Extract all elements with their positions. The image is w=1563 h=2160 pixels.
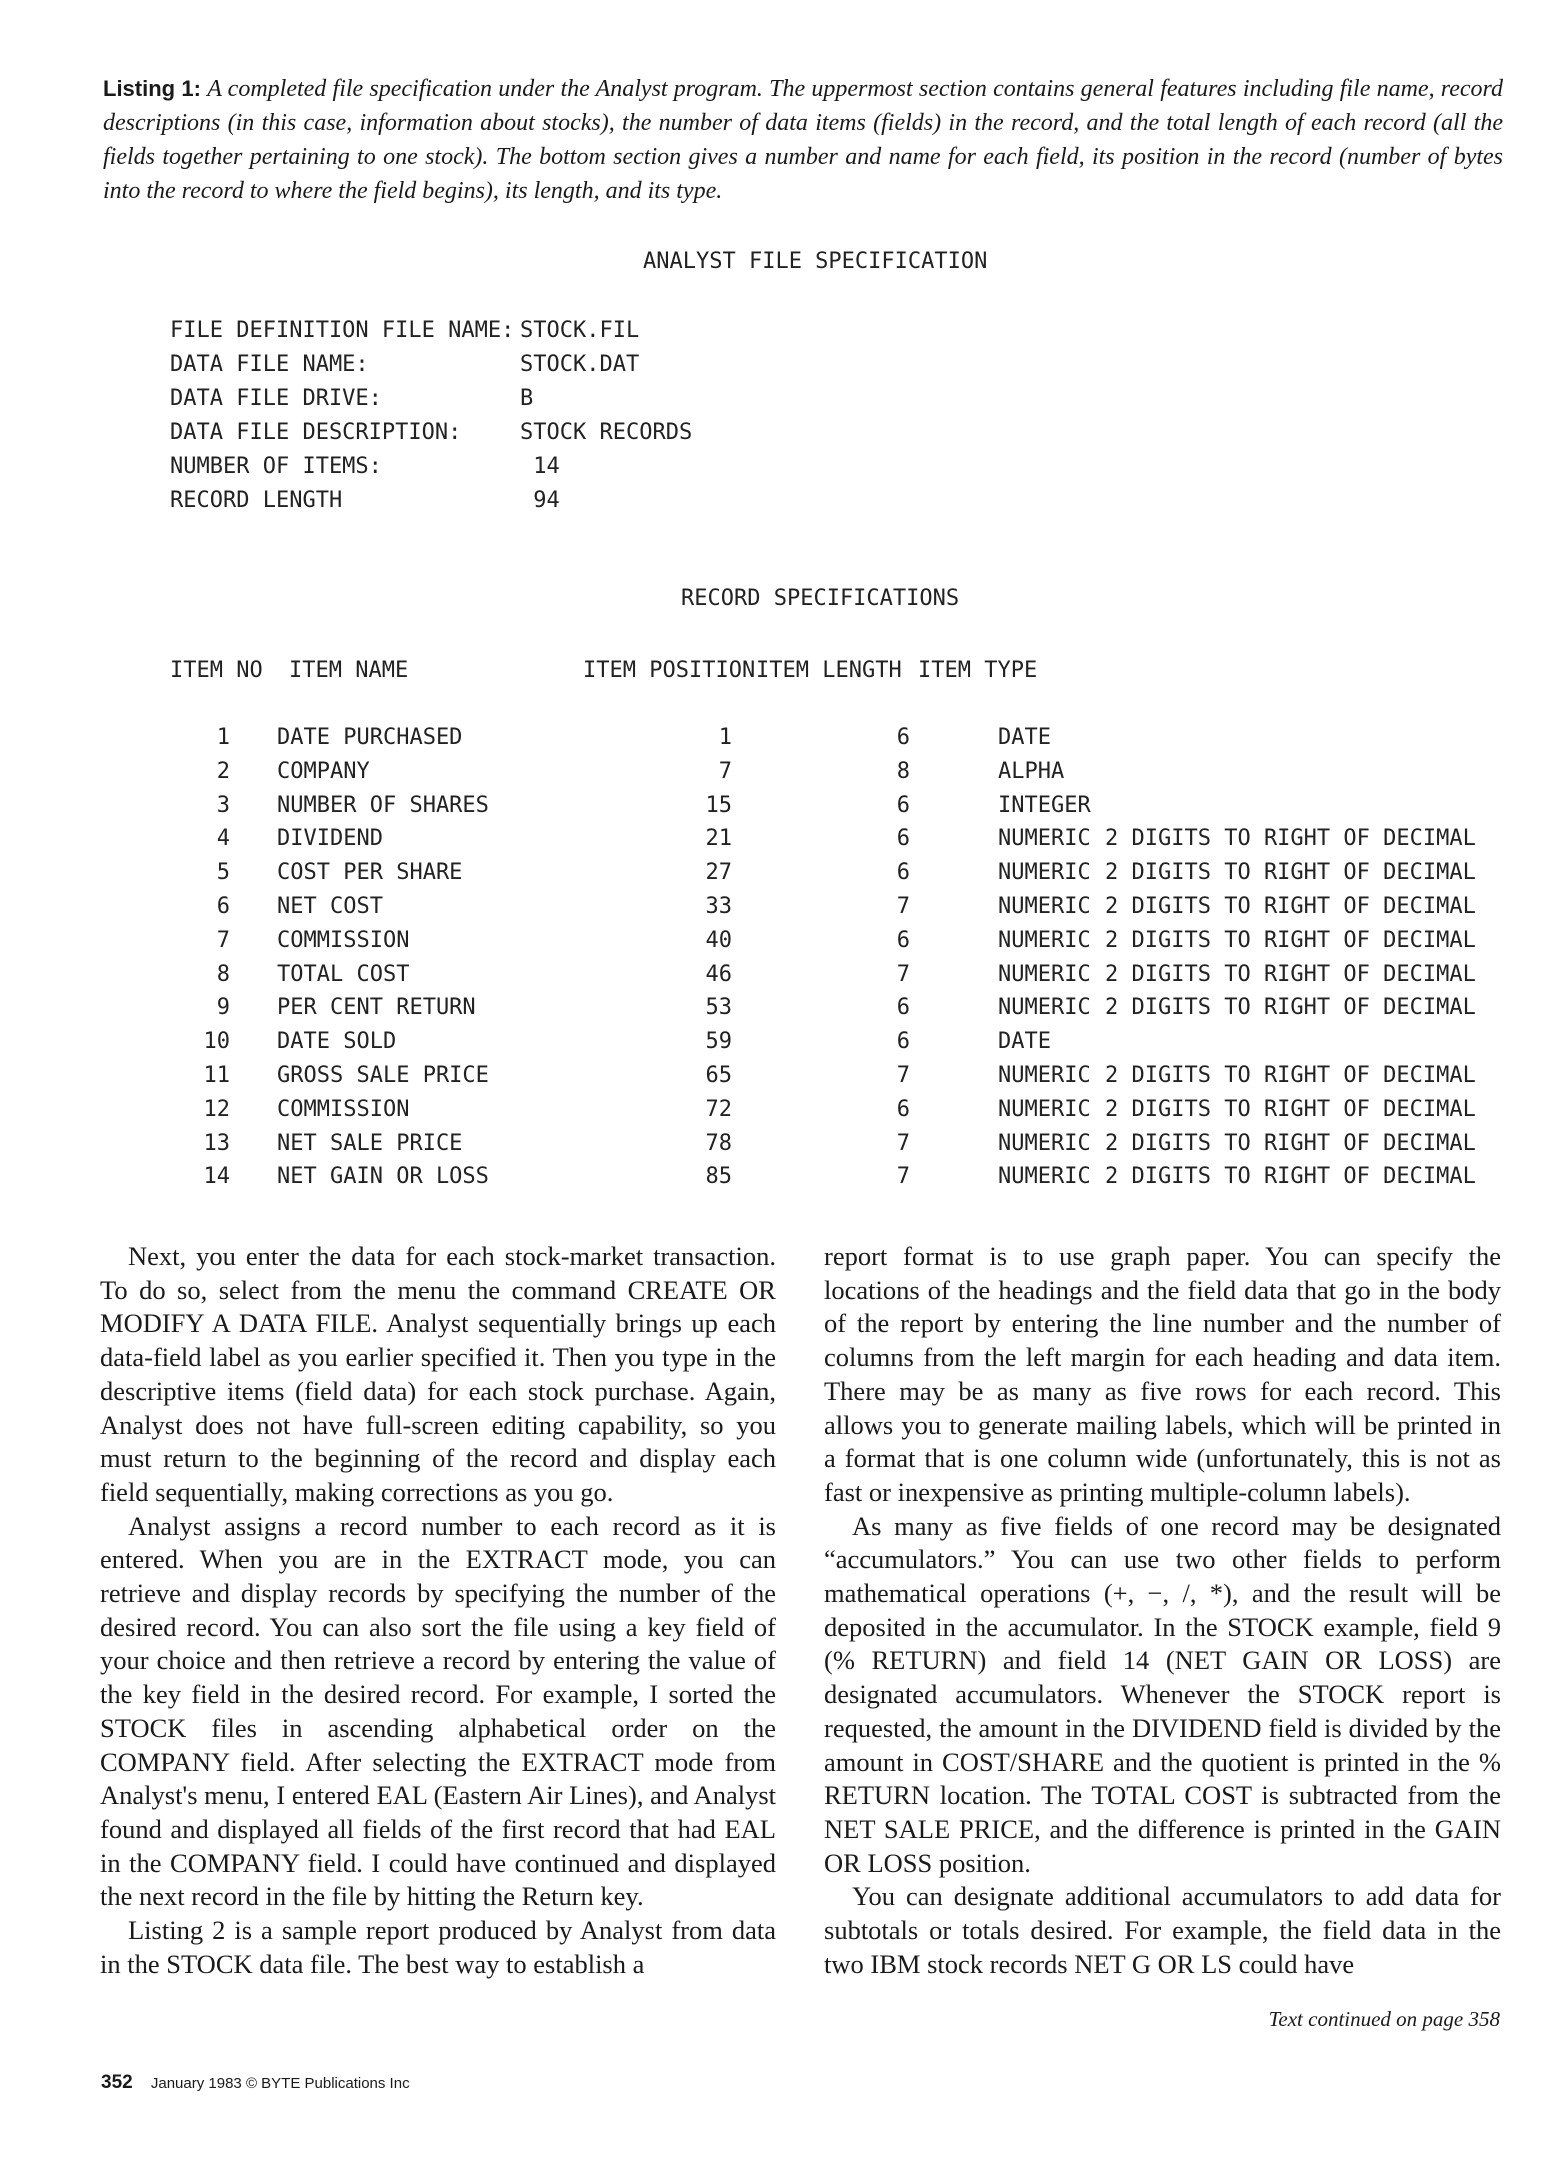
spec-value: STOCK.DAT [520,352,640,377]
item-length: 6 [896,725,910,750]
item-type: DATE [998,1029,1051,1055]
table-row [0,826,1563,860]
item-note: 2 DIGITS TO RIGHT OF DECIMAL [1105,826,1476,852]
table-row [0,860,1563,894]
item-no: 14 [203,1164,230,1190]
table-row [0,995,1563,1029]
table-row [0,793,1563,827]
item-length: 7 [896,1130,910,1156]
item-name: COMMISSION [277,927,410,953]
continued-note: Text continued on page 358 [1268,2007,1500,2031]
item-no: 6 [216,894,230,919]
item-no: 1 [216,725,230,750]
listing-caption [103,72,1503,208]
item-type: NUMERIC [998,1096,1091,1122]
item-no: 3 [216,792,230,818]
item-length: 6 [896,1096,910,1122]
item-type: NUMERIC [998,927,1091,953]
item-type: NUMERIC [998,1063,1091,1088]
item-note: 2 DIGITS TO RIGHT OF DECIMAL [1105,860,1476,886]
item-length: 6 [896,826,910,852]
header-item-position: ITEM POSITION [583,658,756,683]
table-row [0,759,1563,793]
item-position: 15 [705,792,732,818]
header-item-length: ITEM LENGTH [756,658,902,683]
item-note: 2 DIGITS TO RIGHT OF DECIMAL [1105,1130,1476,1156]
spec-label: DATA FILE DRIVE: [170,386,382,411]
item-position: 27 [705,860,732,886]
item-type: NUMERIC [998,894,1091,919]
table-row [0,1097,1563,1131]
item-name: NET COST [277,894,383,919]
paragraph: You can designate additional accumulators to add data for subtotals or totals desired. For example, the field data in the two IBM stock records NET G OR LS could have [824,1881,1501,1979]
item-no: 10 [203,1029,230,1055]
spec-value: 14 [520,454,560,479]
table-row [0,894,1563,928]
paragraph: Next, you enter the data for each stock-market transaction. To do so, select from the menu the command CREATE OR MODIFY A DATA FILE. Analyst sequentially brings up each data-field label as you earlier specified it. Then you type in the descriptive items (field data) for each stock purchase. Again, Analyst does not have full-screen editing capability, so you must return to the beginning of the record and display each field sequentially, making corrections as you go. [100,1241,776,1507]
item-name: DATE SOLD [277,1029,397,1055]
item-position: 85 [705,1164,732,1190]
item-length: 7 [896,961,910,987]
item-name: DIVIDEND [277,826,383,852]
item-type: NUMERIC [998,961,1091,987]
item-length: 6 [896,860,910,886]
record-spec-title: RECORD SPECIFICATIONS [681,586,960,611]
item-type: DATE [998,725,1051,750]
caption-label: Listing 1: [103,76,201,101]
item-name: NET SALE PRICE [277,1130,463,1156]
item-no: 13 [203,1130,230,1156]
item-length: 6 [896,1029,910,1055]
item-position: 65 [705,1063,732,1088]
item-length: 6 [896,927,910,953]
item-name: GROSS SALE PRICE [277,1063,489,1088]
item-position: 72 [705,1096,732,1122]
item-length: 6 [896,792,910,818]
table-row [0,1029,1563,1063]
body-column-right [824,1240,1501,1981]
item-note: 2 DIGITS TO RIGHT OF DECIMAL [1105,1164,1476,1190]
page-number: 352 [101,2072,133,2093]
item-type: NUMERIC [998,860,1091,886]
spec-label: DATA FILE NAME: [170,352,369,377]
item-no: 8 [216,961,230,987]
table-row [0,928,1563,962]
item-no: 4 [216,826,230,852]
item-length: 7 [896,894,910,919]
item-type: INTEGER [998,792,1091,818]
item-note: 2 DIGITS TO RIGHT OF DECIMAL [1105,995,1476,1021]
item-note: 2 DIGITS TO RIGHT OF DECIMAL [1105,894,1476,919]
table-row [0,1063,1563,1097]
item-position: 7 [718,758,732,784]
paragraph: report format is to use graph paper. You can specify the locations of the headings and the field data that go in the body of the report by entering the line number and the number of columns from the left margin for each heading and data item. There may be as many as five rows for each record. This allows you to generate mailing labels, which will be printed in a format that is one column wide (unfortunately, this is not as fast or inexpensive as printing multiple-column labels). [824,1241,1501,1507]
item-no: 12 [203,1096,230,1122]
table-row [0,1131,1563,1165]
spec-label: NUMBER OF ITEMS: [170,454,382,479]
item-position: 46 [705,961,732,987]
item-note: 2 DIGITS TO RIGHT OF DECIMAL [1105,927,1476,953]
item-no: 11 [203,1063,230,1088]
caption-text: A completed file specification under the Analyst program. The uppermost section contains general features including file name, record descriptions (in this case, information about stocks), the number of data items (fields) in the record, and the total length of each record (all the fields together pertaining to one stock). The bottom section gives a number and name for each field, its position in the record (number of bytes into the record to where the field begins), its length, and its type. [103,76,1504,204]
item-note: 2 DIGITS TO RIGHT OF DECIMAL [1105,961,1476,987]
item-note: 2 DIGITS TO RIGHT OF DECIMAL [1105,1063,1476,1088]
paragraph: As many as five fields of one record may be designated “accumulators.” You can use two other fields to perform mathematical operations (+, −, /, *), and the result will be deposited in the accumulator. In the STOCK example, field 9 (% RETURN) and field 14 (NET GAIN OR LOSS) are designated accumulators. Whenever the STOCK report is requested, the amount in the DIVIDEND field is divided by the amount in COST/SHARE and the quotient is printed in the % RETURN location. The TOTAL COST is subtracted from the NET SALE PRICE, and the difference is printed in the GAIN OR LOSS position. [824,1510,1501,1878]
page-footer [101,2072,410,2094]
item-no: 7 [216,927,230,953]
item-position: 1 [718,725,732,750]
header-item-name: ITEM NAME [289,658,409,683]
item-length: 6 [896,995,910,1021]
item-length: 7 [896,1164,910,1190]
item-name: COST PER SHARE [277,860,463,886]
spec-label: FILE DEFINITION FILE NAME: [170,318,515,343]
item-name: COMPANY [277,758,370,784]
header-item-no: ITEM NO [170,658,263,683]
table-row [0,1164,1563,1198]
item-length: 8 [896,758,910,784]
item-name: PER CENT RETURN [277,995,476,1021]
item-no: 2 [216,758,230,784]
paragraph: Listing 2 is a sample report produced by Analyst from data in the STOCK data file. The best way to establish a [100,1915,776,1979]
item-no: 5 [216,860,230,886]
spec-value: STOCK RECORDS [520,420,693,445]
item-length: 7 [896,1063,910,1088]
footer-text: January 1983 © BYTE Publications Inc [150,2075,410,2092]
spec-label: DATA FILE DESCRIPTION: [170,420,462,445]
table-row [0,725,1563,759]
item-name: DATE PURCHASED [277,725,463,750]
item-position: 40 [705,927,732,953]
item-name: COMMISSION [277,1096,410,1122]
spec-label: RECORD LENGTH [170,488,343,513]
item-position: 59 [705,1029,732,1055]
item-position: 33 [705,894,732,919]
item-note: 2 DIGITS TO RIGHT OF DECIMAL [1105,1096,1476,1122]
item-name: NUMBER OF SHARES [277,792,489,818]
spec-value: 94 [520,488,560,513]
spec-value: STOCK.FIL [520,318,640,343]
header-item-type: ITEM TYPE [918,658,1038,683]
spec-value: B [520,386,534,411]
item-position: 53 [705,995,732,1021]
item-type: NUMERIC [998,995,1091,1021]
item-type: NUMERIC [998,826,1091,852]
table-row [0,962,1563,996]
item-name: NET GAIN OR LOSS [277,1164,489,1190]
body-column-left [100,1240,776,1981]
paragraph: Analyst assigns a record number to each record as it is entered. When you are in the EXTRACT mode, you can retrieve and display records by specifying the number of the desired record. You can also sort the file using a key field of your choice and then retrieve a record by entering the value of the key field in the desired record. For example, I sorted the STOCK files in ascending alphabetical order on the COMPANY field. After selecting the EXTRACT mode from Analyst's menu, I entered EAL (Eastern Air Lines), and Analyst found and displayed all fields of the first record that had EAL in the COMPANY field. I could have continued and displayed the next record in the file by hitting the Return key. [100,1510,776,1912]
item-position: 21 [705,826,732,852]
item-name: TOTAL COST [277,961,410,987]
item-no: 9 [216,995,230,1021]
item-type: NUMERIC [998,1164,1091,1190]
item-position: 78 [705,1130,732,1156]
item-type: NUMERIC [998,1130,1091,1156]
spec-title: ANALYST FILE SPECIFICATION [643,249,988,274]
item-type: ALPHA [998,758,1065,784]
